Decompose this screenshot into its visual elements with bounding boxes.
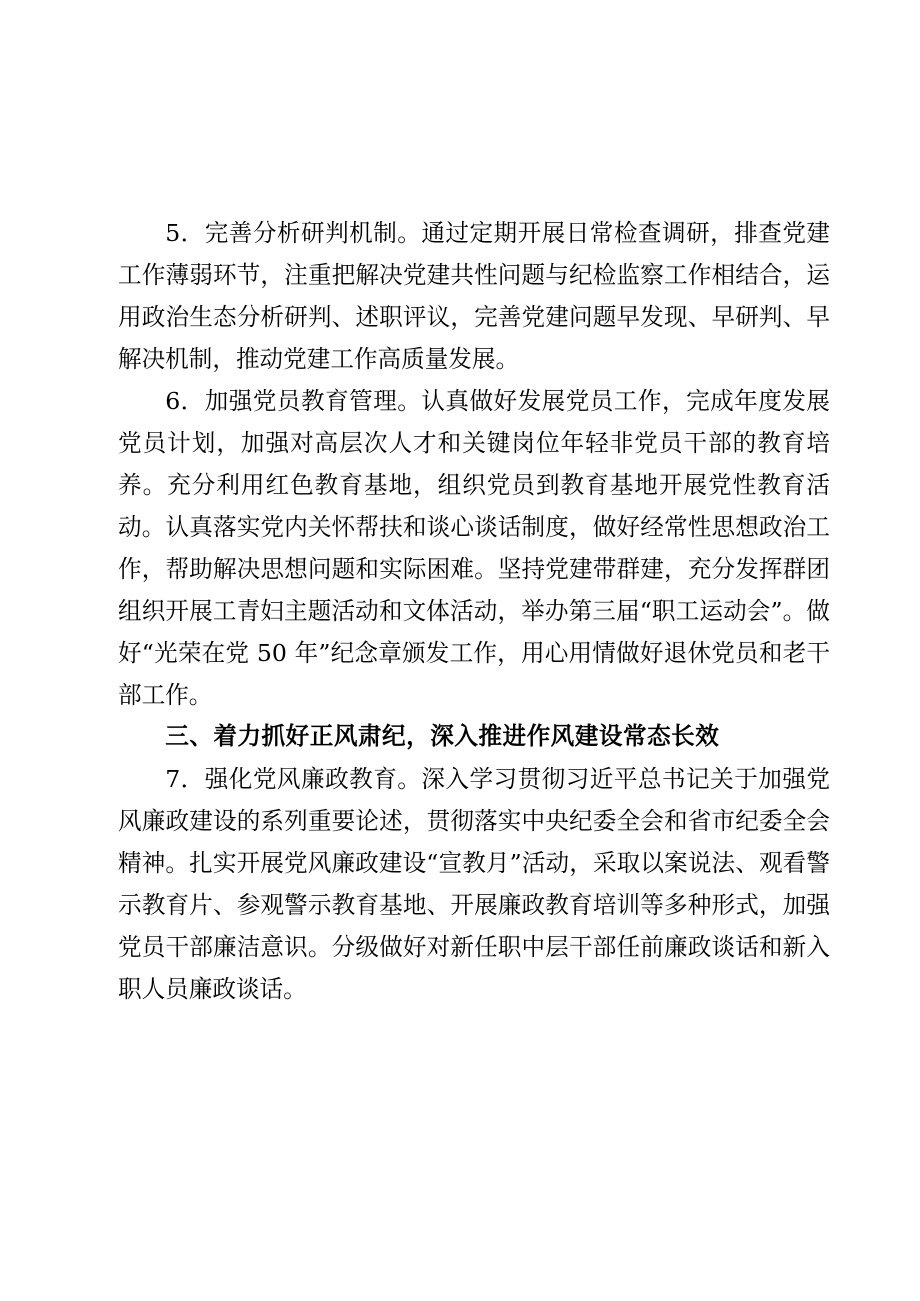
paragraph-item-7: 7．强化党风廉政教育。深入学习贯彻习近平总书记关于加强党风廉政建设的系列重要论述，贯彻落实中央纪委全会和省市纪委全会精神。扎实开展党风廉政建设“宣教月”活动，采取以案说法、观看警示教育片、参观警示教育基地、开展廉政教育培训等多种形式，加强党员干部廉洁意识。分级做好对新任职中层干部任前廉政谈话和新入职人员廉政谈话。 (118, 765, 830, 1003)
document-body (118, 212, 830, 1010)
section-heading-three: 三、着力抓好正风肃纪，深入推进作风建设常态长效 (165, 724, 720, 750)
paragraph-item-6: 6．加强党员教育管理。认真做好发展党员工作，完成年度发展党员计划，加强对高层次人才和关键岗位年轻非党员干部的教育培养。充分利用红色教育基地，组织党员到教育基地开展党性教育活动。认真落实党内关怀帮扶和谈心谈话制度，做好经常性思想政治工作，帮助解决思想问题和实际困难。坚持党建带群建，充分发挥群团组织开展工青妇主题活动和文体活动，举办第三届“职工运动会”。做好“光荣在党 50 年”纪念章颁发工作，用心用情做好退休党员和老干部工作。 (118, 387, 830, 709)
paragraph-item-5: 5．完善分析研判机制。通过定期开展日常检查调研，排查党建工作薄弱环节，注重把解决党建共性问题与纪检监察工作相结合，运用政治生态分析研判、述职评议，完善党建问题早发现、早研判、早解决机制，推动党建工作高质量发展。 (118, 219, 830, 373)
